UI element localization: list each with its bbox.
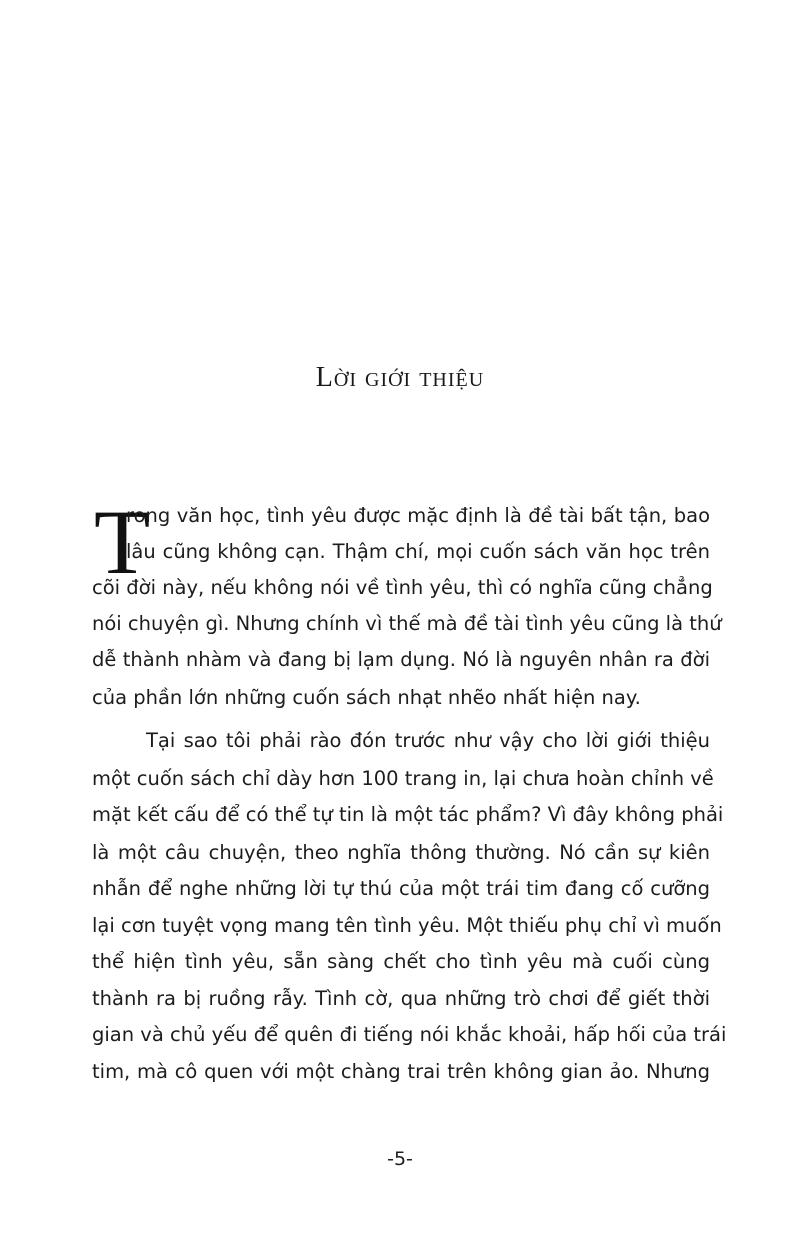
drop-cap: T — [94, 491, 151, 593]
chapter-title: Lời giới thiệu — [315, 362, 485, 393]
paragraph-line: nói chuyện gì. Nhưng chính vì thế mà đề tài tình yêu cũng là thứ — [92, 612, 722, 635]
paragraph-line: lại cơn tuyệt vọng mang tên tình yêu. Một thiếu phụ chỉ vì muốn — [92, 914, 722, 937]
paragraph-line: của phần lớn những cuốn sách nhạt nhẽo nhất hiện nay. — [92, 686, 641, 709]
paragraph-line: mặt kết cấu để có thể tự tin là một tác phẩm? Vì đây không phải — [92, 803, 724, 826]
paragraph-line: một cuốn sách chỉ dày hơn 100 trang in, lại chưa hoàn chỉnh về — [92, 767, 714, 790]
paragraph-line: rong văn học, tình yêu được mặc định là đề tài bất tận, bao — [126, 504, 710, 527]
paragraph-line: thành ra bị ruồng rẫy. Tình cờ, qua những trò chơi để giết thời — [92, 987, 710, 1010]
paragraph-line: gian và chủ yếu để quên đi tiếng nói khắc khoải, hấp hối của trái — [92, 1023, 727, 1046]
paragraph-line: lâu cũng không cạn. Thậm chí, mọi cuốn sách văn học trên — [126, 540, 710, 563]
paragraph-line: Tại sao tôi phải rào đón trước như vậy cho lời giới thiệu — [146, 729, 710, 752]
paragraph-line: nhẫn để nghe những lời tự thú của một trái tim đang cố cưỡng — [92, 877, 710, 900]
paragraph-line: tim, mà cô quen với một chàng trai trên không gian ảo. Nhưng — [92, 1060, 710, 1083]
paragraph-line: là một câu chuyện, theo nghĩa thông thường. Nó cần sự kiên — [92, 841, 710, 864]
paragraph-line: dễ thành nhàm và đang bị lạm dụng. Nó là nguyên nhân ra đời — [92, 648, 710, 671]
page-number: -5- — [387, 1148, 413, 1170]
paragraph-line: cõi đời này, nếu không nói về tình yêu, thì có nghĩa cũng chẳng — [92, 576, 713, 599]
paragraph-line: thể hiện tình yêu, sẵn sàng chết cho tình yêu mà cuối cùng — [92, 950, 710, 973]
